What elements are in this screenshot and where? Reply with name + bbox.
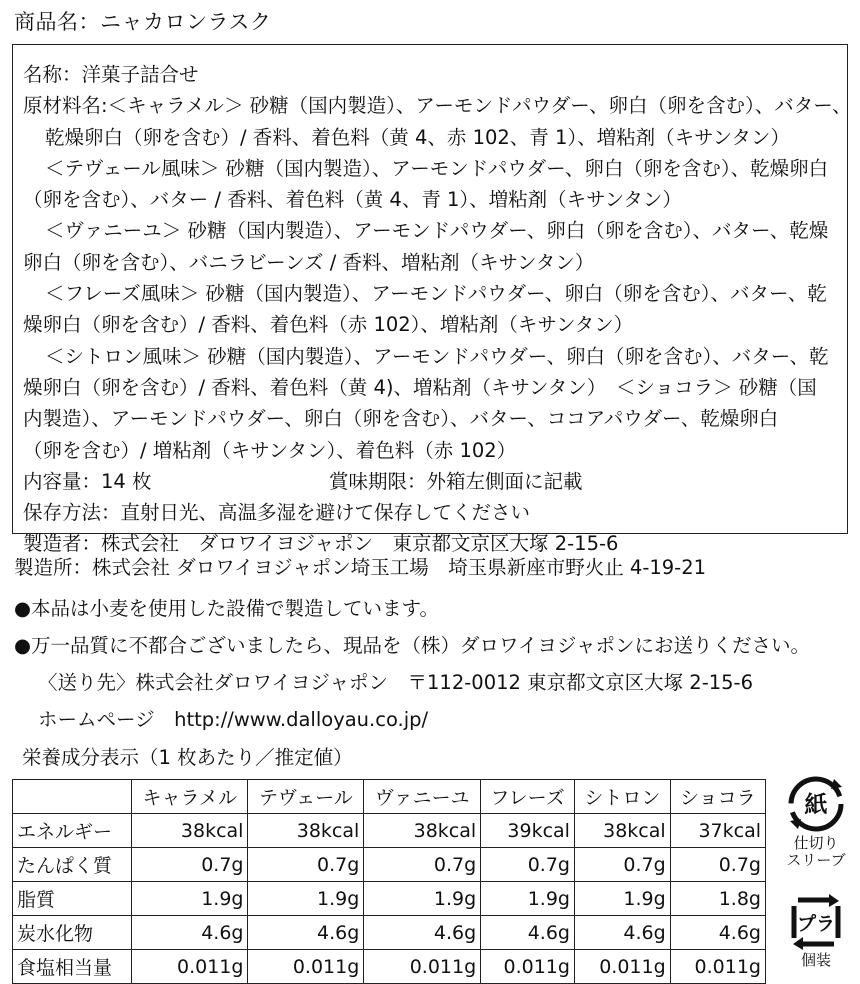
product-name: 商品名：ニャカロンラスク: [14, 10, 272, 34]
ingredients-line: 内製造）、アーモンドパウダー、卵白（卵を含む）、バター、ココアパウダー、乾燥卵白: [23, 407, 779, 431]
table-cell: 4.6g: [574, 916, 670, 950]
storage-method: 保存方法：直射日光、高温多湿を避けて保存してください: [23, 501, 531, 525]
table-cell: 0.011g: [574, 950, 670, 984]
ingredients-line: 原材料名:＜キャラメル＞ 砂糖（国内製造）、アーモンドパウダー、卵白（卵を含む）、バター、: [23, 94, 852, 118]
table-cell: 0.7g: [132, 848, 248, 882]
table-cell: 38kcal: [574, 814, 670, 848]
plastic-symbol: プラ: [796, 913, 836, 935]
ingredients-line: （卵を含む）、バター / 香料、着色料（黄 4、青 1）、増粘剤（キサンタン）: [23, 188, 682, 212]
table-cell: 0.7g: [481, 848, 575, 882]
homepage: ホームページ http://www.dalloyau.co.jp/: [38, 708, 429, 731]
ingredients-line: 燥卵白（卵を含む）/ 香料、着色料（赤 102）、増粘剤（キサンタン）: [23, 313, 634, 337]
table-header-row: [13, 780, 766, 814]
nutrition-table: [12, 779, 766, 984]
column-header: ヴァニーユ: [364, 780, 481, 814]
note-line: ●本品は小麦を使用した設備で製造しています。: [14, 597, 439, 620]
table-cell: 0.011g: [132, 950, 248, 984]
factory-line: 製造所：株式会社 ダロワイヨジャポン埼玉工場 埼玉県新座市野火止 4-19-21: [14, 556, 707, 579]
table-cell: 1.9g: [248, 882, 364, 916]
table-row: [13, 882, 766, 916]
plastic-caption: 個装: [800, 951, 831, 969]
table-row: [13, 848, 766, 882]
content-amount: 内容量：14 枚: [23, 469, 152, 493]
table-row: [13, 916, 766, 950]
row-label: 炭水化物: [13, 916, 132, 950]
send-to: 〈送り先〉株式会社ダロワイヨジャポン 〒112-0012 東京都文京区大塚 2-15-6: [38, 671, 754, 694]
column-header: ショコラ: [670, 780, 765, 814]
table-cell: 4.6g: [481, 916, 575, 950]
table-cell: 38kcal: [132, 814, 248, 848]
table-cell: 0.7g: [364, 848, 481, 882]
column-header: フレーズ: [481, 780, 575, 814]
table-cell: 0.011g: [248, 950, 364, 984]
plastic-recycle-icon: [786, 892, 846, 952]
table-cell: 1.9g: [364, 882, 481, 916]
ingredients-line: ＜テヴェール風味＞ 砂糖（国内製造）、アーモンドパウダー、卵白（卵を含む）、乾燥卵白: [45, 156, 829, 180]
ingredients-line: 燥卵白（卵を含む）/ 香料、着色料（黄 4)、増粘剤（キサンタン） ＜ショコラ＞ 砂糖（国: [23, 375, 817, 399]
table-cell: 0.011g: [481, 950, 575, 984]
table-cell: 1.8g: [670, 882, 765, 916]
ingredients-line: ＜フレーズ風味＞ 砂糖（国内製造）、アーモンドパウダー、卵白（卵を含む）、バター、乾: [45, 282, 827, 306]
table-row: [13, 814, 766, 848]
table-cell: 1.9g: [574, 882, 670, 916]
paper-recycle-mark: [784, 773, 848, 869]
table-cell: 0.7g: [574, 848, 670, 882]
row-label: エネルギー: [13, 814, 132, 848]
best-before: 賞味期限：外箱左側面に記載: [329, 469, 583, 493]
paper-symbol: 紙: [804, 792, 828, 818]
column-header: テヴェール: [248, 780, 364, 814]
ingredients-line: 乾燥卵白（卵を含む）/ 香料、着色料（黄 4、赤 102、青 1）、増粘剤（キサンタン）: [45, 125, 790, 149]
table-cell: 38kcal: [248, 814, 364, 848]
paper-caption-2: スリーブ: [786, 851, 846, 869]
column-header: シトロン: [574, 780, 670, 814]
table-cell: 4.6g: [248, 916, 364, 950]
table-cell: 0.011g: [670, 950, 765, 984]
note-line: ●万一品質に不都合ございましたら、現品を（株）ダロワイヨジャポンにお送りください。: [14, 634, 811, 657]
ingredients-line: 卵白（卵を含む）、バニラビーンズ / 香料、増粘剤（キサンタン）: [23, 250, 595, 274]
ingredients-line: （卵を含む）/ 増粘剤（キサンタン）、着色料（赤 102）: [23, 438, 517, 462]
table-header-blank: [13, 780, 132, 814]
ingredients-line: ＜シトロン風味＞ 砂糖（国内製造）、アーモンドパウダー、卵白（卵を含む）、バター、乾: [45, 344, 829, 368]
table-cell: 37kcal: [670, 814, 765, 848]
manufacturer: 製造者：株式会社 ダロワイヨジャポン 東京都文京区大塚 2-15-6: [23, 532, 619, 556]
column-header: キャラメル: [132, 780, 248, 814]
table-cell: 39kcal: [481, 814, 575, 848]
table-cell: 4.6g: [364, 916, 481, 950]
table-cell: 4.6g: [132, 916, 248, 950]
row-label: たんぱく質: [13, 848, 132, 882]
paper-caption-1: 仕切り: [793, 834, 839, 852]
ingredients-box: [12, 44, 852, 556]
table-cell: 0.011g: [364, 950, 481, 984]
table-cell: 0.7g: [670, 848, 765, 882]
nutrition-heading: 栄養成分表示（1 枚あたり／推定値）: [22, 746, 353, 769]
plastic-recycle-mark: [786, 892, 846, 969]
table-cell: 0.7g: [248, 848, 364, 882]
table-cell: 4.6g: [670, 916, 765, 950]
table-cell: 1.9g: [481, 882, 575, 916]
table-cell: 38kcal: [364, 814, 481, 848]
name-line: 名称：洋菓子詰合せ: [23, 63, 199, 86]
table-cell: 1.9g: [132, 882, 248, 916]
table-row: [13, 950, 766, 984]
row-label: 脂質: [13, 882, 132, 916]
row-label: 食塩相当量: [13, 950, 132, 984]
paper-recycle-icon: [784, 773, 848, 835]
ingredients-line: ＜ヴァニーユ＞ 砂糖（国内製造）、アーモンドパウダー、卵白（卵を含む）、バター、乾燥: [45, 219, 829, 243]
content-and-best-before: [23, 466, 837, 497]
